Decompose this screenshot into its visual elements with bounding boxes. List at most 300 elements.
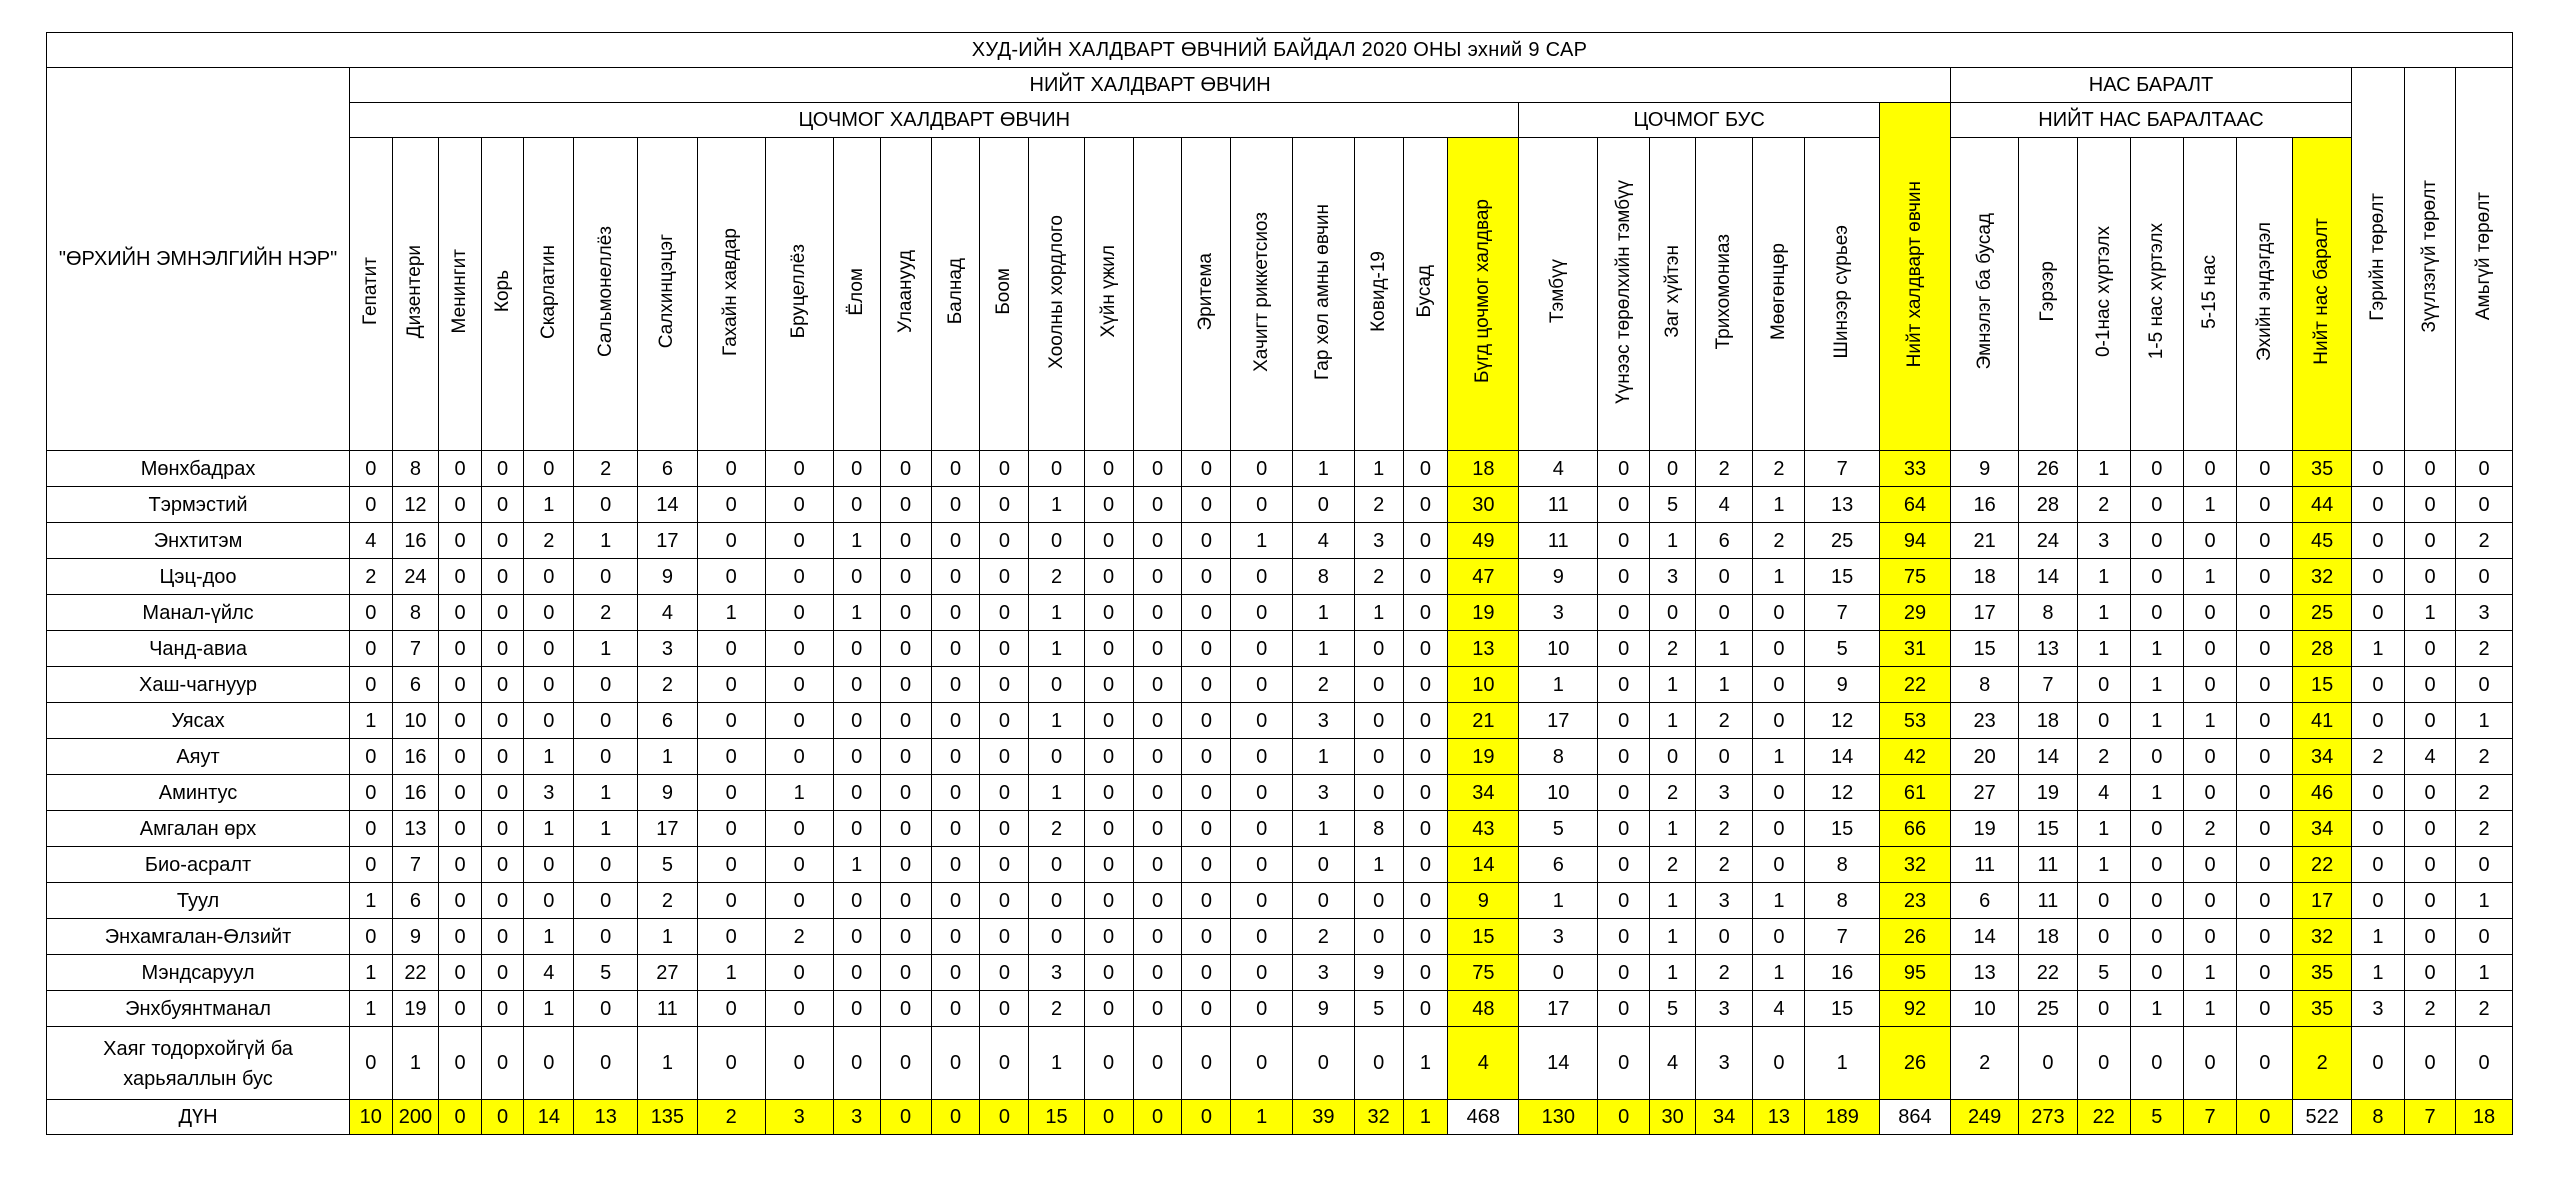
table-cell: 0: [481, 739, 524, 775]
table-cell: 14: [2019, 739, 2077, 775]
table-cell: 0: [1695, 595, 1752, 631]
table-cell: 0: [2077, 991, 2130, 1027]
table-cell: 0: [1084, 883, 1133, 919]
table-cell: 0: [1598, 523, 1650, 559]
table-cell: 14: [1805, 739, 1879, 775]
table-cell: 0: [481, 595, 524, 631]
table-cell: 0: [765, 487, 833, 523]
clinic-name: Энхбуянтманал: [47, 991, 350, 1027]
table-cell: 6: [1695, 523, 1752, 559]
table-cell: 23: [1951, 703, 2019, 739]
col-header-10: Улаанууд: [880, 138, 931, 451]
table-cell: 9: [638, 775, 698, 811]
table-cell: 0: [1231, 559, 1293, 595]
table-cell: 0: [765, 991, 833, 1027]
table-cell: 1: [1029, 487, 1084, 523]
table-cell: 1: [2456, 703, 2513, 739]
col-header-34: Эхийн эндэгдэл: [2237, 138, 2293, 451]
table-cell: 44: [2293, 487, 2351, 523]
table-cell: 1: [1029, 703, 1084, 739]
table-cell: 13: [1448, 631, 1519, 667]
table-cell: 0: [1753, 775, 1805, 811]
table-cell: 0: [1403, 991, 1448, 1027]
table-cell: 0: [833, 739, 880, 775]
table-cell: 0: [1133, 631, 1182, 667]
table-cell: 0: [697, 1027, 765, 1100]
table-cell: 2: [1695, 703, 1752, 739]
table-cell: 14: [1951, 919, 2019, 955]
table-cell: 0: [439, 955, 482, 991]
table-cell: 53: [1879, 703, 1950, 739]
table-cell: 8: [1354, 811, 1403, 847]
table-cell: 0: [2405, 451, 2456, 487]
col-header-36: Гэрийн төрөлт: [2351, 68, 2404, 451]
table-cell: 0: [2405, 883, 2456, 919]
total-cell: 8: [2351, 1100, 2404, 1135]
table-cell: 0: [1354, 703, 1403, 739]
table-cell: 5: [638, 847, 698, 883]
table-cell: 4: [524, 955, 574, 991]
table-cell: 0: [2237, 991, 2293, 1027]
table-cell: 0: [697, 919, 765, 955]
table-cell: 0: [931, 811, 980, 847]
table-cell: 0: [1598, 595, 1650, 631]
table-cell: 17: [1519, 991, 1598, 1027]
table-cell: 0: [350, 1027, 393, 1100]
table-cell: 0: [880, 1027, 931, 1100]
table-cell: 14: [638, 487, 698, 523]
table-cell: 32: [2293, 919, 2351, 955]
table-cell: 1: [2351, 631, 2404, 667]
table-cell: 0: [1354, 1027, 1403, 1100]
table-cell: 2: [1695, 811, 1752, 847]
table-cell: 3: [1029, 955, 1084, 991]
table-cell: 0: [1695, 559, 1752, 595]
table-cell: 0: [2130, 919, 2183, 955]
table-cell: 5: [1650, 991, 1696, 1027]
table-cell: 0: [2237, 451, 2293, 487]
table-cell: 0: [2183, 451, 2236, 487]
table-cell: 0: [2077, 703, 2130, 739]
table-cell: 0: [2183, 919, 2236, 955]
table-cell: 0: [1231, 667, 1293, 703]
table-cell: 0: [1598, 991, 1650, 1027]
col-header-4: Скарлатин: [524, 138, 574, 451]
table-cell: 1: [1695, 631, 1752, 667]
table-cell: 0: [833, 775, 880, 811]
deaths-header: НАС БАРАЛТ: [1951, 68, 2352, 103]
table-cell: 0: [980, 739, 1029, 775]
table-cell: 0: [2351, 811, 2404, 847]
table-cell: 1: [524, 991, 574, 1027]
table-cell: 0: [574, 991, 638, 1027]
col-header-27: Шинээр сүрьеэ: [1805, 138, 1879, 451]
table-cell: 0: [1231, 883, 1293, 919]
table-cell: 0: [980, 1027, 1029, 1100]
table-cell: 11: [1951, 847, 2019, 883]
table-cell: 5: [1519, 811, 1598, 847]
table-cell: 34: [1448, 775, 1519, 811]
table-row: [47, 811, 2513, 847]
table-cell: 0: [2456, 1027, 2513, 1100]
table-cell: 0: [1133, 559, 1182, 595]
table-cell: 2: [1951, 1027, 2019, 1100]
table-cell: 1: [2077, 451, 2130, 487]
table-cell: 0: [980, 703, 1029, 739]
col-header-8: Бруцеллёз: [765, 138, 833, 451]
table-cell: 13: [1805, 487, 1879, 523]
table-cell: 1: [2351, 955, 2404, 991]
table-cell: 19: [1448, 595, 1519, 631]
table-cell: 0: [931, 559, 980, 595]
table-row: [47, 487, 2513, 523]
table-cell: 22: [392, 955, 439, 991]
table-cell: 10: [392, 703, 439, 739]
table-cell: 0: [481, 775, 524, 811]
table-cell: 2: [638, 667, 698, 703]
table-cell: 0: [2237, 631, 2293, 667]
table-cell: 0: [2237, 523, 2293, 559]
table-cell: 0: [2183, 883, 2236, 919]
table-cell: 0: [1133, 487, 1182, 523]
col-header-14: Хүйн үжил: [1084, 138, 1133, 451]
table-cell: 1: [833, 847, 880, 883]
table-cell: 0: [1182, 991, 1231, 1027]
table-cell: 0: [524, 847, 574, 883]
table-cell: 0: [1598, 919, 1650, 955]
table-cell: 35: [2293, 955, 2351, 991]
table-cell: 0: [1133, 739, 1182, 775]
table-cell: 2: [2405, 991, 2456, 1027]
table-cell: 0: [2019, 1027, 2077, 1100]
table-cell: 0: [1403, 595, 1448, 631]
table-cell: 0: [765, 847, 833, 883]
table-cell: 0: [350, 451, 393, 487]
table-cell: 4: [1519, 451, 1598, 487]
table-cell: 0: [1293, 487, 1355, 523]
table-cell: 0: [833, 955, 880, 991]
table-cell: 0: [481, 559, 524, 595]
table-cell: 15: [1951, 631, 2019, 667]
table-cell: 3: [1695, 775, 1752, 811]
clinic-name: Хаш-чагнуур: [47, 667, 350, 703]
table-cell: 0: [1403, 631, 1448, 667]
table-cell: 1: [1650, 955, 1696, 991]
total-cell: 0: [1084, 1100, 1133, 1135]
col-header-0: Гепатит: [350, 138, 393, 451]
table-cell: 1: [1695, 667, 1752, 703]
table-cell: 0: [1029, 919, 1084, 955]
table-cell: 1: [1519, 667, 1598, 703]
table-cell: 0: [833, 703, 880, 739]
table-cell: 0: [1650, 739, 1696, 775]
table-cell: 0: [1598, 631, 1650, 667]
table-cell: 0: [2405, 559, 2456, 595]
clinic-name: Цэц-доо: [47, 559, 350, 595]
table-cell: 1: [2077, 811, 2130, 847]
table-cell: 1: [524, 811, 574, 847]
table-cell: 0: [1403, 883, 1448, 919]
total-cell: 0: [980, 1100, 1029, 1135]
table-cell: 45: [2293, 523, 2351, 559]
table-cell: 0: [931, 955, 980, 991]
table-cell: 0: [1753, 667, 1805, 703]
table-cell: 0: [1753, 919, 1805, 955]
table-cell: 0: [2405, 955, 2456, 991]
table-cell: 0: [1182, 739, 1231, 775]
total-infectious-header: НИЙТ ХАЛДВАРТ ӨВЧИН: [350, 68, 1951, 103]
col-header-12: Боом: [980, 138, 1029, 451]
table-cell: 1: [2183, 703, 2236, 739]
table-cell: 7: [1805, 919, 1879, 955]
table-cell: 0: [1182, 559, 1231, 595]
table-cell: 0: [1231, 919, 1293, 955]
table-cell: 0: [439, 739, 482, 775]
table-cell: 0: [481, 991, 524, 1027]
table-cell: 24: [392, 559, 439, 595]
table-cell: 0: [1133, 883, 1182, 919]
table-cell: 1: [2130, 667, 2183, 703]
table-cell: 0: [439, 811, 482, 847]
table-cell: 47: [1448, 559, 1519, 595]
table-cell: 0: [880, 775, 931, 811]
table-cell: 0: [1029, 523, 1084, 559]
table-cell: 0: [880, 703, 931, 739]
table-cell: 0: [2237, 811, 2293, 847]
table-cell: 0: [765, 1027, 833, 1100]
table-cell: 0: [574, 847, 638, 883]
table-cell: 0: [1598, 955, 1650, 991]
table-cell: 24: [2019, 523, 2077, 559]
table-cell: 0: [765, 703, 833, 739]
table-cell: 0: [2405, 811, 2456, 847]
col-header-25: Трихомониаз: [1695, 138, 1752, 451]
table-cell: 0: [2077, 919, 2130, 955]
table-cell: 0: [1029, 883, 1084, 919]
total-label: ДҮН: [47, 1100, 350, 1135]
col-header-3: Корь: [481, 138, 524, 451]
table-cell: 27: [638, 955, 698, 991]
total-cell: 30: [1650, 1100, 1696, 1135]
table-cell: 16: [392, 523, 439, 559]
table-cell: 31: [1879, 631, 1950, 667]
table-cell: 0: [350, 631, 393, 667]
col-header-18: Гар хөл амны өвчин: [1293, 138, 1355, 451]
table-cell: 8: [1805, 847, 1879, 883]
table-cell: 0: [524, 631, 574, 667]
table-row: [47, 955, 2513, 991]
table-cell: 15: [2293, 667, 2351, 703]
total-cell: 864: [1879, 1100, 1950, 1135]
table-cell: 0: [880, 487, 931, 523]
col-header-5: Сальмонеллёз: [574, 138, 638, 451]
table-cell: 0: [1084, 739, 1133, 775]
table-cell: 2: [2456, 811, 2513, 847]
table-cell: 34: [2293, 739, 2351, 775]
table-cell: 0: [697, 847, 765, 883]
table-cell: 2: [765, 919, 833, 955]
table-cell: 0: [980, 775, 1029, 811]
table-cell: 0: [1293, 847, 1355, 883]
table-cell: 0: [1029, 739, 1084, 775]
table-cell: 41: [2293, 703, 2351, 739]
clinic-name: Хаяг тодорхойгүй ба харьяаллын бус: [47, 1027, 350, 1100]
total-cell: 0: [1133, 1100, 1182, 1135]
table-row: [47, 739, 2513, 775]
table-cell: 25: [1805, 523, 1879, 559]
clinic-name: Амгалан өрх: [47, 811, 350, 847]
table-cell: 7: [392, 631, 439, 667]
table-cell: 0: [1598, 1027, 1650, 1100]
table-cell: 16: [392, 775, 439, 811]
table-cell: 0: [1084, 595, 1133, 631]
table-cell: 0: [2351, 667, 2404, 703]
table-cell: 0: [524, 595, 574, 631]
table-cell: 6: [1519, 847, 1598, 883]
table-cell: 0: [1598, 451, 1650, 487]
table-cell: 0: [880, 919, 931, 955]
table-cell: 0: [524, 559, 574, 595]
table-cell: 3: [1650, 559, 1696, 595]
table-cell: 0: [980, 523, 1029, 559]
table-cell: 0: [2130, 523, 2183, 559]
table-cell: 0: [2351, 883, 2404, 919]
table-cell: 0: [350, 487, 393, 523]
table-row: [47, 1027, 2513, 1100]
table-cell: 5: [1650, 487, 1696, 523]
table-cell: 0: [880, 523, 931, 559]
table-cell: 11: [2019, 883, 2077, 919]
table-cell: 0: [931, 991, 980, 1027]
col-header-26: Мөөгөнцөр: [1753, 138, 1805, 451]
table-cell: 8: [1293, 559, 1355, 595]
table-cell: 0: [1293, 1027, 1355, 1100]
table-cell: 0: [2237, 883, 2293, 919]
table-cell: 0: [1182, 487, 1231, 523]
table-cell: 0: [481, 847, 524, 883]
table-cell: 10: [1448, 667, 1519, 703]
table-cell: 0: [2130, 739, 2183, 775]
table-cell: 0: [574, 883, 638, 919]
table-cell: 2: [1650, 847, 1696, 883]
table-cell: 0: [1084, 1027, 1133, 1100]
table-cell: 0: [2237, 919, 2293, 955]
table-cell: 0: [2183, 667, 2236, 703]
col-header-15: [1133, 138, 1182, 451]
table-cell: 3: [1695, 1027, 1752, 1100]
table-cell: 3: [1519, 595, 1598, 631]
table-cell: 2: [1650, 631, 1696, 667]
table-cell: 0: [2237, 739, 2293, 775]
table-cell: 1: [1293, 811, 1355, 847]
table-cell: 0: [1084, 523, 1133, 559]
table-cell: 0: [481, 523, 524, 559]
table-cell: 1: [2183, 487, 2236, 523]
table-cell: 0: [1403, 811, 1448, 847]
table-cell: 0: [697, 811, 765, 847]
table-cell: 1: [2130, 631, 2183, 667]
table-cell: 0: [931, 847, 980, 883]
table-cell: 0: [880, 811, 931, 847]
table-cell: 18: [1448, 451, 1519, 487]
col-header-22: Тэмбүү: [1519, 138, 1598, 451]
table-cell: 2: [350, 559, 393, 595]
table-cell: 0: [833, 919, 880, 955]
table-cell: 17: [1951, 595, 2019, 631]
table-cell: 0: [2183, 595, 2236, 631]
table-cell: 0: [1598, 667, 1650, 703]
table-cell: 1: [1231, 523, 1293, 559]
table-cell: 22: [1879, 667, 1950, 703]
col-header-13: Хоолны хордлого: [1029, 138, 1084, 451]
table-cell: 22: [2019, 955, 2077, 991]
table-cell: 0: [2237, 703, 2293, 739]
table-cell: 0: [1403, 667, 1448, 703]
table-cell: 0: [880, 631, 931, 667]
total-cell: 0: [2237, 1100, 2293, 1135]
total-cell: 22: [2077, 1100, 2130, 1135]
table-cell: 0: [833, 559, 880, 595]
table-cell: 1: [574, 811, 638, 847]
table-cell: 2: [1753, 523, 1805, 559]
report-sheet: [46, 32, 2513, 1135]
table-cell: 10: [1519, 631, 1598, 667]
table-cell: 0: [2351, 595, 2404, 631]
table-cell: 13: [1951, 955, 2019, 991]
table-cell: 1: [392, 1027, 439, 1100]
table-cell: 22: [2293, 847, 2351, 883]
table-cell: 8: [392, 595, 439, 631]
table-cell: 0: [350, 919, 393, 955]
table-cell: 1: [574, 775, 638, 811]
table-cell: 0: [524, 451, 574, 487]
table-cell: 1: [1403, 1027, 1448, 1100]
table-cell: 1: [2130, 775, 2183, 811]
table-cell: 0: [2237, 559, 2293, 595]
table-cell: 9: [1354, 955, 1403, 991]
table-cell: 2: [1695, 847, 1752, 883]
table-cell: 0: [2237, 1027, 2293, 1100]
table-cell: 0: [833, 667, 880, 703]
table-cell: 15: [1805, 991, 1879, 1027]
table-cell: 1: [1029, 595, 1084, 631]
table-cell: 0: [1133, 919, 1182, 955]
table-cell: 5: [574, 955, 638, 991]
table-cell: 9: [1951, 451, 2019, 487]
col-header-9: Ёлом: [833, 138, 880, 451]
total-cell: 13: [574, 1100, 638, 1135]
table-cell: 1: [1293, 739, 1355, 775]
table-cell: 1: [1354, 451, 1403, 487]
table-cell: 0: [931, 595, 980, 631]
table-cell: 0: [1182, 775, 1231, 811]
table-cell: 0: [2237, 595, 2293, 631]
table-cell: 0: [765, 595, 833, 631]
table-cell: 2: [1695, 451, 1752, 487]
table-cell: 0: [2456, 487, 2513, 523]
table-cell: 0: [350, 667, 393, 703]
col-header-35: Нийт нас баралт: [2293, 138, 2351, 451]
table-cell: 15: [2019, 811, 2077, 847]
table-cell: 10: [1519, 775, 1598, 811]
table-cell: 0: [1133, 955, 1182, 991]
table-cell: 17: [638, 523, 698, 559]
table-cell: 94: [1879, 523, 1950, 559]
table-cell: 0: [931, 1027, 980, 1100]
table-cell: 0: [481, 487, 524, 523]
table-cell: 0: [880, 847, 931, 883]
table-cell: 0: [1403, 955, 1448, 991]
